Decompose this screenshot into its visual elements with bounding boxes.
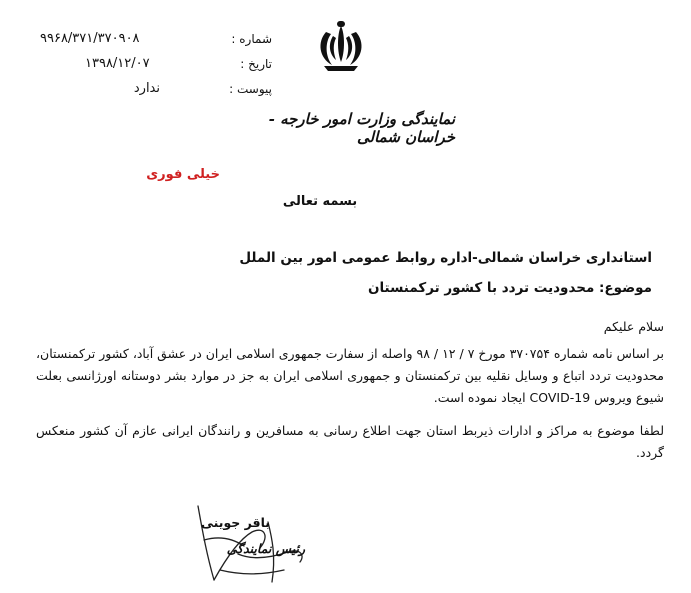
office-title: نمایندگی وزارت امور خارجه - خراسان شمالی [268, 110, 455, 146]
date-label: تاریخ : [240, 57, 272, 71]
number-label: شماره : [231, 32, 272, 46]
body-paragraph-2: لطفا موضوع به مراکز و ادارات ذیربط استان جهت اطلاع رسانی به مسافرین و رانندگان ایرانی عازم آن کشور منعکس گردد. [36, 423, 664, 460]
number-value: ۹۹۶۸/۳۷۱/۳۷۰۹۰۸ [40, 31, 140, 46]
iran-emblem-icon [316, 18, 366, 74]
body-paragraph-1: بر اساس نامه شماره ۳۷۰۷۵۴ مورخ ۷ / ۱۲ / ۹۸ واصله از سفارت جمهوری اسلامی ایران در عشق آباد، کشور ترکمنستان، محدودیت تردد اتباع و وسایل نقلیه بین ترکمنستان و جمهوری اسلامی ایران به جز در موارد بشر دوستانه اورژانسی بعلت شیوع ویروس COVID-19 ایجاد نموده است. [36, 346, 665, 405]
invocation: بسمه تعالی [282, 194, 358, 209]
greeting: سلام علیکم [603, 319, 664, 334]
signer-name: باقر جوینی [201, 515, 270, 530]
signer-title: رئیس نمایندگی [226, 541, 305, 556]
urgency-label: خیلی فوری [146, 167, 220, 182]
attachment-value: ندارد [133, 81, 160, 96]
recipient: استانداری خراسان شمالی-اداره روابط عمومی امور بین الملل [239, 250, 652, 266]
attachment-label: پیوست : [229, 82, 272, 96]
subject-line: موضوع: محدودیت تردد با کشور ترکمنستان [367, 280, 652, 296]
date-value: ۱۳۹۸/۱۲/۰۷ [85, 56, 150, 71]
